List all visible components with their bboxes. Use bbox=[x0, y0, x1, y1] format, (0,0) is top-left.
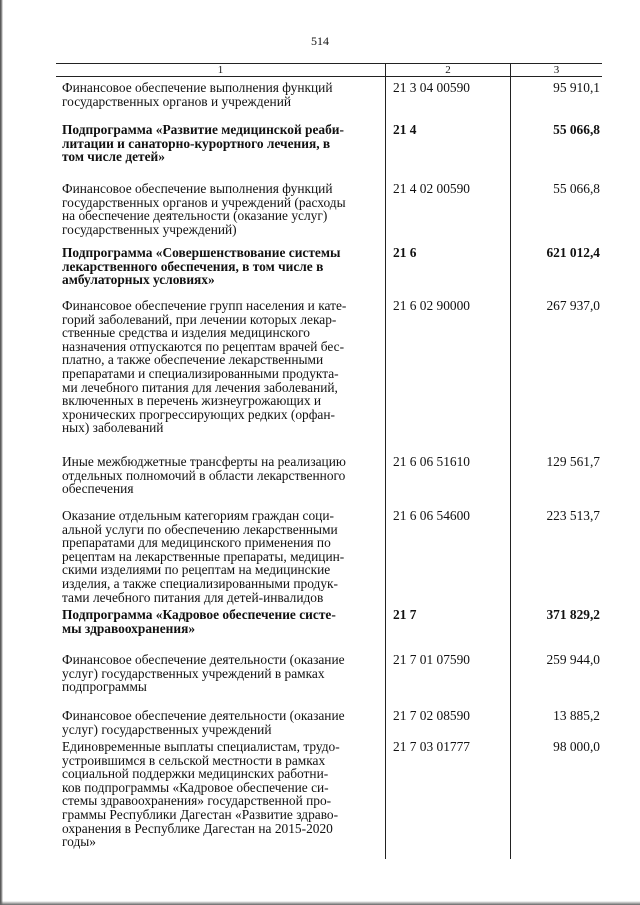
page-number: 514 bbox=[311, 34, 329, 48]
row-amount: 129 561,7 bbox=[546, 454, 600, 469]
row-description: Иные межбюджетные трансферты на реализацию отдельных полномочий в области лекарственного обеспечения bbox=[62, 454, 346, 497]
column-header-1: 1 bbox=[217, 64, 224, 76]
row-description: Подпрограмма «Развитие медицинской реаби- литации и санаторно-курортного лечения, в том числе детей» bbox=[62, 122, 344, 165]
row-description: Финансовое обеспечение групп населения и кате- горий заболеваний, при лечении которых лекар- ственные средства и изделия медицинского назначения отпускаются по рецептам врачей бес- платно, а также обеспечение лекарственными препаратами и специализированными продукта- ми лечебного питания для лечения заболеваний, включенных в перечень жизнеугрожающих и хронических прогрессирующих редких (орфан- ных) заболеваний bbox=[62, 298, 347, 436]
row-code: 21 4 bbox=[393, 122, 417, 137]
row-code: 21 7 bbox=[393, 607, 417, 622]
column-divider-1 bbox=[385, 64, 386, 859]
row-code: 21 7 02 08590 bbox=[393, 708, 470, 723]
row-amount: 371 829,2 bbox=[546, 607, 600, 622]
row-code: 21 6 06 51610 bbox=[393, 454, 470, 469]
row-code: 21 7 03 01777 bbox=[393, 739, 470, 754]
row-description: Оказание отдельным категориям граждан соци- альной услуги по обеспечению лекарственными препаратами для медицинского применения по рецептам на лекарственные препараты, медицин- скими изделиями по рецептам на медицинские изделия, а также специализированными продук- тами лечебного питания для детей-инвалидов bbox=[62, 508, 345, 605]
row-description: Финансовое обеспечение выполнения функций государственных органов и учреждений bbox=[62, 80, 333, 109]
row-amount: 13 885,2 bbox=[553, 708, 600, 723]
row-amount: 95 910,1 bbox=[553, 80, 600, 95]
row-amount: 223 513,7 bbox=[546, 508, 600, 523]
row-code: 21 7 01 07590 bbox=[393, 652, 470, 667]
row-code: 21 6 06 54600 bbox=[393, 508, 470, 523]
row-code: 21 6 02 90000 bbox=[393, 298, 470, 313]
row-code: 21 6 bbox=[393, 245, 417, 260]
table-header bbox=[56, 64, 602, 77]
row-amount: 621 012,4 bbox=[546, 245, 600, 260]
row-code: 21 3 04 00590 bbox=[393, 80, 470, 95]
column-header-2: 2 bbox=[445, 64, 451, 76]
row-amount: 267 937,0 bbox=[546, 298, 600, 313]
column-header-3: 3 bbox=[553, 64, 560, 76]
budget-table bbox=[56, 63, 602, 859]
row-description: Подпрограмма «Совершенствование системы лекарственного обеспечения, в том числе в амбулаторных условиях» bbox=[62, 245, 341, 288]
scan-left-edge bbox=[0, 0, 3, 905]
row-description: Финансовое обеспечение деятельности (оказание услуг) государственных учреждений bbox=[62, 708, 345, 737]
row-description: Финансовое обеспечение выполнения функций государственных органов и учреждений (расходы на обеспечение деятельности (оказание услуг) государственных учреждений) bbox=[62, 181, 346, 237]
row-amount: 55 066,8 bbox=[553, 181, 600, 196]
row-amount: 98 000,0 bbox=[553, 739, 600, 754]
row-amount: 55 066,8 bbox=[553, 122, 600, 137]
column-divider-2 bbox=[510, 64, 511, 859]
row-description: Финансовое обеспечение деятельности (оказание услуг) государственных учреждений в рамках подпрограммы bbox=[62, 652, 345, 695]
row-description: Подпрограмма «Кадровое обеспечение систе- мы здравоохранения» bbox=[62, 607, 336, 636]
row-amount: 259 944,0 bbox=[546, 652, 600, 667]
row-description: Единовременные выплаты специалистам, трудо- устроившимся в сельской местности в рамках социальной поддержки медицинских работни- ков подпрограммы «Кадровое обеспечение си- стемы здравоохранения» государственной про- граммы Республики Дагестан «Развитие здраво- охранения в Республике Дагестан на 2015-2020 годы» bbox=[62, 739, 340, 850]
row-code: 21 4 02 00590 bbox=[393, 181, 470, 196]
scan-bottom-edge bbox=[0, 901, 640, 905]
